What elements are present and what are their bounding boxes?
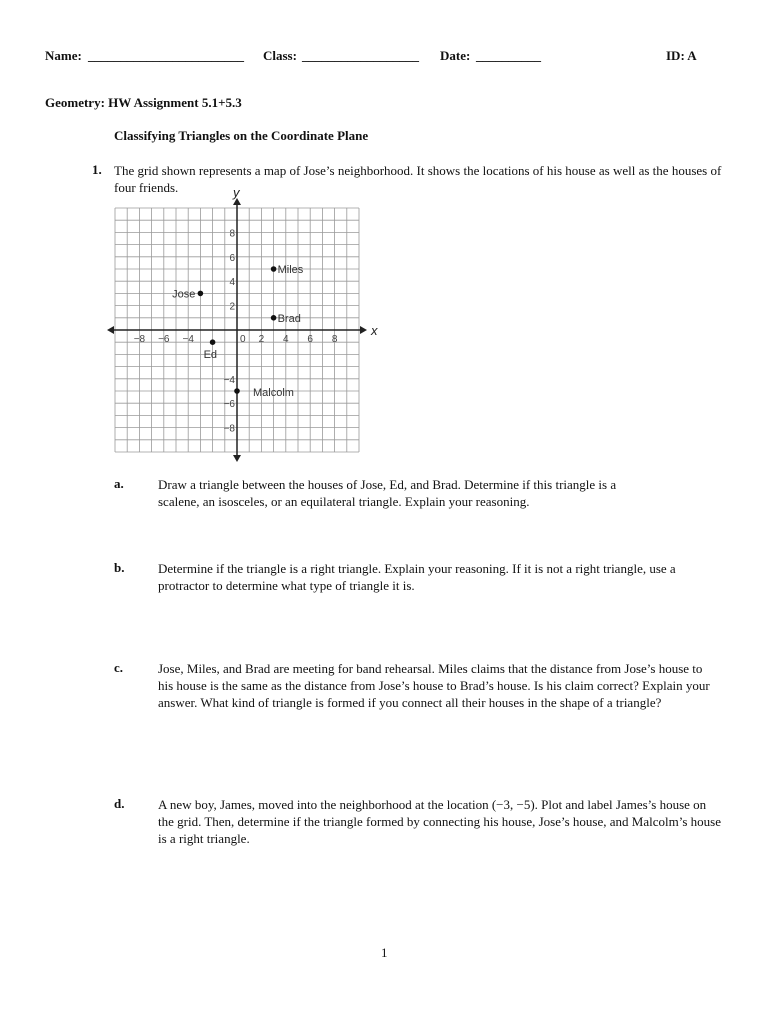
x-axis-arrow-left (107, 326, 114, 334)
house-label-brad: Brad (277, 312, 301, 325)
page-number: 1 (381, 945, 388, 960)
question-a-label: a. (114, 476, 124, 491)
date-label: Date: (440, 48, 471, 63)
house-point-jose (198, 291, 204, 297)
x-tick-label: 2 (258, 334, 265, 345)
question-d-label: d. (114, 796, 125, 811)
assignment-title: Geometry: HW Assignment 5.1+5.3 (45, 95, 242, 110)
id-label: ID: A (666, 48, 697, 63)
x-tick-label: 4 (283, 334, 289, 345)
y-tick-label: 8 (229, 228, 235, 240)
coordinate-grid (105, 185, 378, 460)
x-axis-arrow-right (360, 326, 367, 334)
class-label: Class: (263, 48, 297, 63)
house-point-miles (271, 266, 277, 272)
axes (107, 185, 378, 462)
x-tick-label: −8 (133, 334, 146, 345)
house-point-brad (271, 315, 277, 321)
question-b-label: b. (114, 560, 125, 575)
y-tick-label: −8 (223, 423, 235, 435)
x-tick-label: 6 (307, 334, 313, 345)
question-d-text: A new boy, James, moved into the neighborhood at the location (−3, −5). Plot and label James’s house on the grid. Then, determine if the triangle formed by connecting his house, Jose’s house, and Malcolm’s house is a right triangle. (158, 797, 721, 846)
y-tick-label: 2 (229, 301, 235, 313)
y-axis-label: y (233, 185, 240, 200)
tick-labels (134, 228, 338, 434)
x-axis-label: x (371, 323, 378, 338)
date-blank[interactable]: __________ (476, 48, 541, 63)
name-label: Name: (45, 48, 82, 63)
question-c-text: Jose, Miles, and Brad are meeting for band rehearsal. Miles claims that the distance from Jose’s house to his house is the same as the distance from Jose’s house to Brad’s house. Is his claim correct? Explain your answer. What kind of triangle is formed if you connect all their houses in the shape of a triangle? (158, 661, 710, 710)
problem-number: 1. (92, 162, 102, 177)
house-point-malcolm (234, 388, 240, 394)
house-label-jose: Jose (172, 288, 196, 301)
question-a-text: Draw a triangle between the houses of Jose, Ed, and Brad. Determine if this triangle is a scalene, an isosceles, or an equilateral triangle. Explain your reasoning. (158, 477, 617, 509)
house-label-ed: Ed (203, 349, 218, 362)
question-c-label: c. (114, 660, 124, 675)
y-axis-arrow-down (233, 455, 241, 462)
class-blank[interactable]: __________________ (302, 48, 419, 63)
x-tick-label: 8 (331, 334, 338, 345)
section-subtitle: Classifying Triangles on the Coordinate Plane (114, 128, 369, 143)
house-label-malcolm: Malcolm (253, 387, 294, 399)
y-tick-label: −4 (223, 374, 235, 386)
x-tick-label: −6 (158, 334, 170, 345)
origin-label: 0 (240, 334, 246, 345)
question-b-text: Determine if the triangle is a right triangle. Explain your reasoning. If it is not a right triangle, use a protractor to determine what type of triangle it is. (158, 561, 676, 593)
name-blank[interactable]: ________________________ (88, 48, 244, 63)
house-label-miles: Miles (277, 264, 304, 276)
problem-text: The grid shown represents a map of Jose’s neighborhood. It shows the locations of his house as well as the houses of four friends. (114, 163, 722, 195)
x-tick-label: −4 (182, 334, 194, 345)
y-tick-label: 6 (229, 252, 235, 264)
y-tick-label: 4 (229, 277, 235, 289)
house-point-ed (210, 339, 216, 345)
y-tick-label: −6 (223, 399, 235, 411)
